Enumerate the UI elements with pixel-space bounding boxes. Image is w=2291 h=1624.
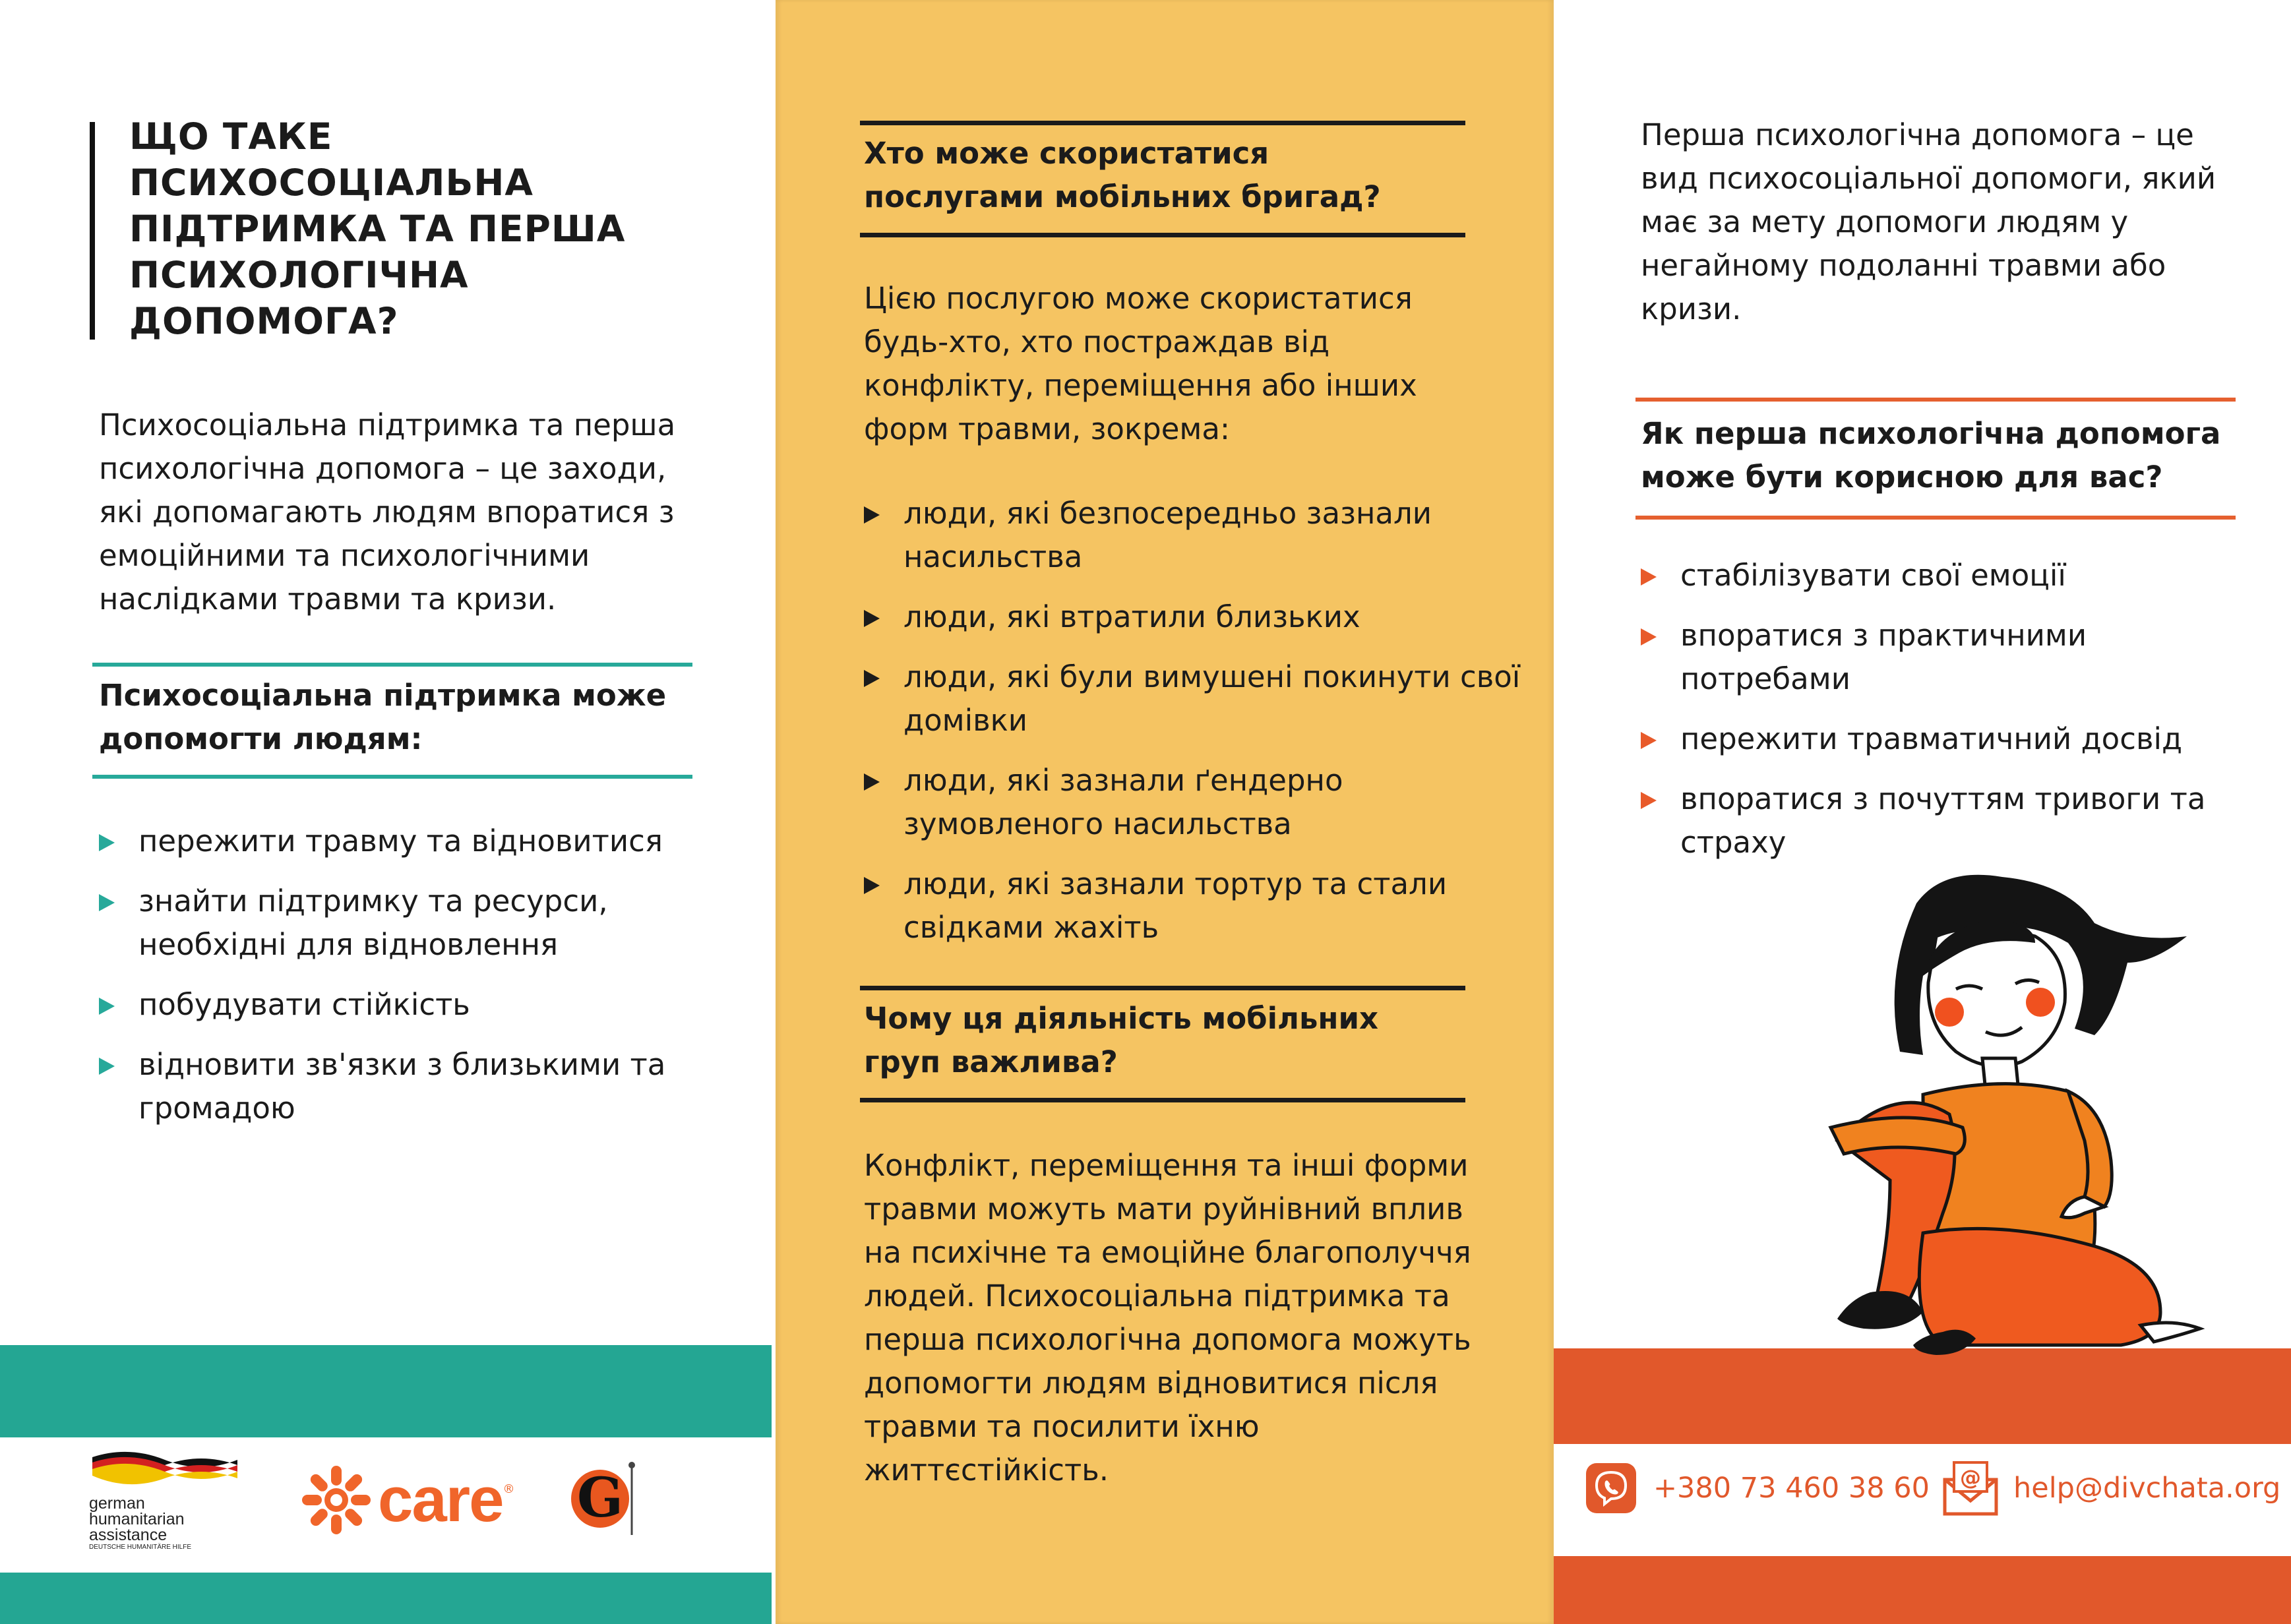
divider-top	[1635, 398, 2236, 402]
triangle-bullet-icon	[99, 1058, 115, 1075]
triangle-bullet-icon	[1641, 568, 1657, 586]
german-flag-wave-icon	[89, 1445, 241, 1491]
teal-footer-band	[0, 1573, 772, 1624]
triangle-bullet-icon	[864, 610, 880, 627]
mobile-teams-paragraph: Цією послугою може скористатися будь-хто, хто постраждав від конфлікту, переміщення або інших форм травми, зокрема:	[864, 281, 1417, 446]
care-logo: care ®	[300, 1464, 515, 1536]
list-item: люди, які зазнали ґендерно зумовленого насильства	[864, 759, 1523, 846]
orange-footer-band	[1554, 1556, 2291, 1624]
right-panel	[1554, 0, 2291, 1624]
first-aid-benefits-list	[1641, 554, 2247, 881]
triangle-bullet-icon	[99, 834, 115, 851]
left-panel	[0, 0, 772, 1624]
importance-heading: Чому ця діяльність мобільних груп важлива?	[864, 1001, 1379, 1079]
divider	[860, 986, 1465, 990]
title-accent-bar	[90, 122, 95, 340]
seated-woman-illustration	[1725, 864, 2226, 1404]
divider-top	[92, 663, 692, 667]
middle-panel	[776, 0, 1554, 1624]
mobile-teams-heading: Хто може скористатися послугами мобільних бригад?	[864, 136, 1381, 214]
list-item: впоратися з практичними потребами	[1641, 614, 2247, 701]
triangle-bullet-icon	[99, 998, 115, 1015]
german-humanitarian-assistance-logo: german humanitarian assistance DEUTSCHE HUMANITÄRE HILFE	[89, 1445, 260, 1564]
importance-paragraph: Конфлікт, переміщення та інші форми травми можуть мати руйнівний вплив на психічне та емоційне благополуччя людей. Психосоціальна підтримка та перша психологічна допомога можуть допомогти людям відновитися після травми та посилити їхню життєстійкість.	[864, 1148, 1471, 1488]
eligible-people-list	[864, 492, 1523, 966]
first-aid-heading: Як перша психологічна допомога може бути корисною для вас?	[1641, 416, 2221, 495]
divider-bottom	[1635, 516, 2236, 520]
triangle-bullet-icon	[1641, 792, 1657, 809]
divchata-g-logo	[568, 1456, 641, 1542]
svg-text:G: G	[576, 1466, 624, 1530]
first-aid-definition: Перша психологічна допомога – це вид психосоціальної допомоги, який має за мету допомоги людям у негайному подоланні травми або кризи.	[1641, 117, 2216, 326]
triangle-bullet-icon	[864, 506, 880, 524]
triangle-bullet-icon	[864, 773, 880, 791]
list-item: побудувати стійкість	[99, 983, 732, 1027]
list-item: стабілізувати свої емоції	[1641, 554, 2247, 597]
triangle-bullet-icon	[1641, 732, 1657, 749]
list-item: люди, які зазнали тортур та стали свідками жахіть	[864, 862, 1523, 949]
partner-logos	[0, 1437, 772, 1573]
svg-text:@: @	[1960, 1465, 1981, 1490]
list-item: пережити травму та відновитися	[99, 820, 732, 863]
email-contact[interactable]: @ help@divchata.org	[1941, 1459, 2280, 1518]
list-item: люди, які втратили близьких	[864, 595, 1523, 639]
list-item: люди, які були вимушені покинути свої домівки	[864, 655, 1523, 742]
envelope-at-icon	[1941, 1460, 2000, 1517]
triangle-bullet-icon	[1641, 628, 1657, 646]
list-item: відновити зв'язки з близькими та громадою	[99, 1043, 732, 1130]
panel-title: ЩО ТАКЕ ПСИХОСОЦІАЛЬНА ПІДТРИМКА ТА ПЕРША ПСИХОЛОГІЧНА ДОПОМОГА?	[129, 115, 626, 342]
viber-phone-icon	[1585, 1462, 1637, 1515]
triangle-bullet-icon	[864, 877, 880, 894]
triangle-bullet-icon	[99, 894, 115, 911]
divider	[860, 233, 1465, 237]
support-subheading: Психосоціальна підтримка може допомогти людям:	[99, 678, 667, 756]
support-benefits-list	[99, 820, 732, 1147]
teal-band	[0, 1345, 772, 1437]
care-hands-icon	[300, 1464, 373, 1536]
list-item: пережити травматичний досвід	[1641, 717, 2247, 761]
phone-contact[interactable]: +380 73 460 38 60	[1585, 1459, 1930, 1518]
divider	[860, 1098, 1465, 1102]
intro-paragraph: Психосоціальна підтримка та перша психологічна допомога – це заходи, які допомагають людям впоратися з емоційними та психологічними наслідками травми та кризи.	[99, 407, 676, 617]
list-item: впоратися з почуттям тривоги та страху	[1641, 777, 2247, 864]
divider-bottom	[92, 775, 692, 779]
list-item: знайти підтримку та ресурси, необхідні для відновлення	[99, 880, 732, 967]
list-item: люди, які безпосередньо зазнали насильства	[864, 492, 1523, 579]
divider	[860, 121, 1465, 125]
triangle-bullet-icon	[864, 670, 880, 687]
